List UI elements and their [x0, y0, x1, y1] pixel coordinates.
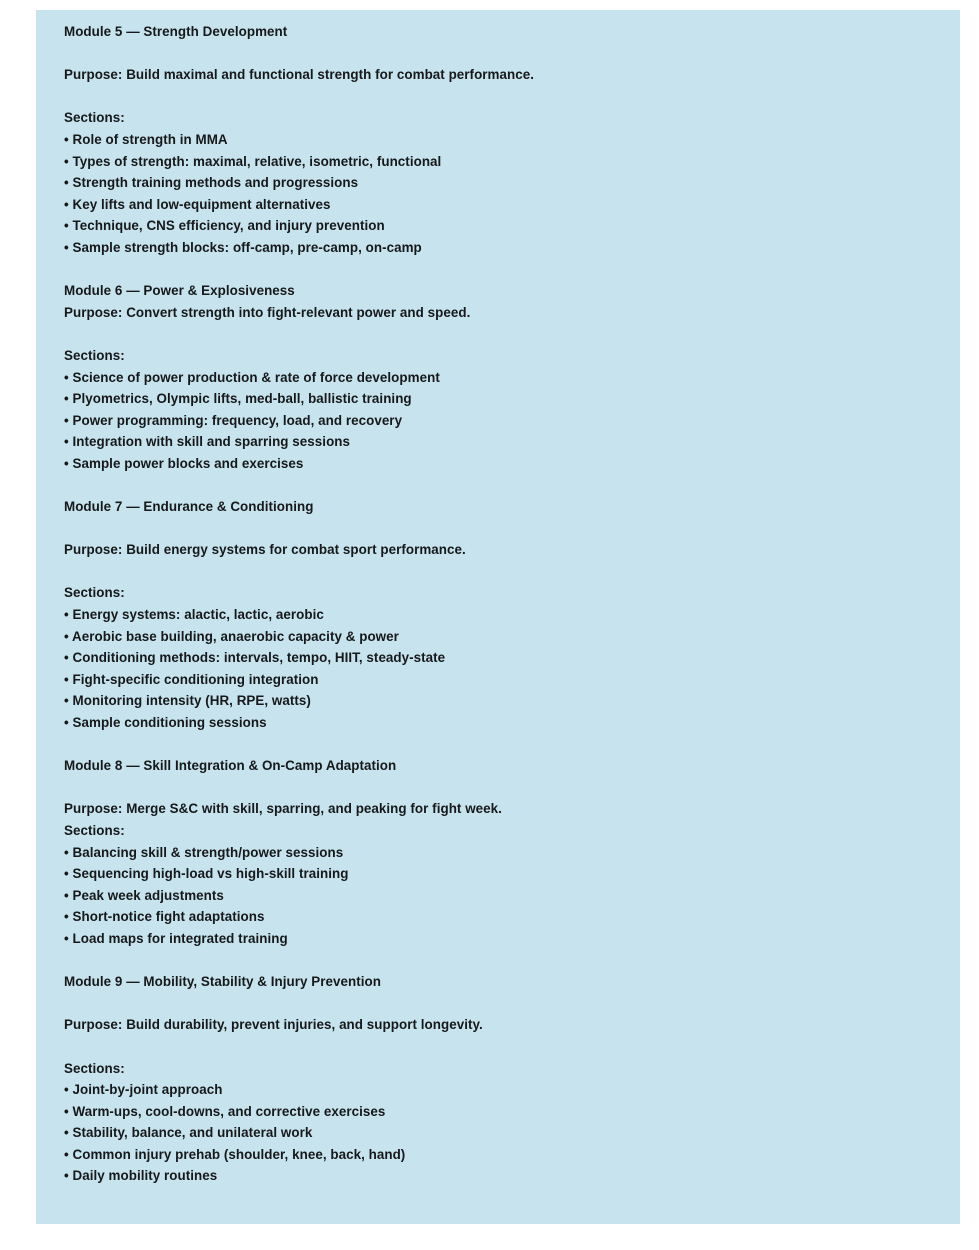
module-block [64, 21, 960, 280]
bullet-item: • Sample power blocks and exercises [64, 455, 304, 471]
bullet-item: • Integration with skill and sparring sessions [64, 434, 351, 450]
spacer-line [64, 950, 960, 972]
module-purpose: Purpose: Convert strength into fight-relevant power and speed. [64, 304, 471, 320]
bullet-item: • Power programming: frequency, load, and recovery [64, 412, 403, 428]
bullet-item: • Sequencing high-load vs high-skill training [64, 866, 349, 882]
bullet-item: • Balancing skill & strength/power sessions [64, 844, 344, 860]
bullet-item: • Short-notice fight adaptations [64, 909, 265, 925]
sections-label: Sections: [64, 347, 125, 363]
spacer-line [64, 518, 960, 540]
bullet-item: • Warm-ups, cool-downs, and corrective exercises [64, 1103, 386, 1119]
module-title: Module 5 — Strength Development [64, 24, 288, 39]
spacer-line [64, 1036, 960, 1058]
module-purpose: Purpose: Build maximal and functional strength for combat performance. [64, 67, 535, 83]
sections-label: Sections: [64, 585, 125, 601]
sections-label: Sections: [64, 1060, 125, 1076]
module-title: Module 7 — Endurance & Conditioning [64, 499, 314, 515]
bullet-item: • Sample conditioning sessions [64, 715, 267, 730]
bullet-item: • Stability, balance, and unilateral work [64, 1125, 313, 1141]
spacer-line [64, 43, 960, 65]
bullet-item: • Common injury prehab (shoulder, knee, back, hand) [64, 1146, 406, 1162]
bullet-item: • Daily mobility routines [64, 1168, 218, 1184]
bullet-item: • Role of strength in MMA [64, 131, 228, 147]
module-block [64, 496, 960, 755]
spacer-line [64, 86, 960, 108]
spacer-line [64, 323, 960, 345]
module-block [64, 280, 960, 496]
bullet-item: • Energy systems: alactic, lactic, aerobic [64, 607, 324, 623]
bullet-item: • Strength training methods and progressions [64, 175, 359, 191]
spacer-line [64, 259, 960, 281]
sections-label: Sections: [64, 822, 125, 838]
spacer-line [64, 777, 960, 799]
bullet-item: • Aerobic base building, anaerobic capacity & power [64, 628, 399, 644]
module-title: Module 9 — Mobility, Stability & Injury Prevention [64, 974, 381, 990]
bullet-item: • Key lifts and low-equipment alternatives [64, 196, 331, 212]
module-outline-body [64, 21, 960, 1187]
bullet-item: • Science of power production & rate of force development [64, 369, 440, 385]
sections-label: Sections: [64, 110, 125, 126]
module-purpose: Purpose: Build energy systems for combat sport performance. [64, 542, 466, 558]
bullet-item: • Fight-specific conditioning integration [64, 671, 319, 687]
module-block [64, 755, 960, 971]
module-block [64, 971, 960, 1187]
bullet-item: • Peak week adjustments [64, 887, 224, 903]
bullet-item: • Conditioning methods: intervals, tempo, HIIT, steady-state [64, 650, 446, 666]
bullet-item: • Monitoring intensity (HR, RPE, watts) [64, 693, 311, 709]
bullet-item: • Plyometrics, Olympic lifts, med-ball, ballistic training [64, 391, 412, 407]
bullet-item: • Types of strength: maximal, relative, isometric, functional [64, 153, 442, 169]
content-panel [36, 10, 960, 1224]
bullet-item: • Joint-by-joint approach [64, 1082, 223, 1098]
spacer-line [64, 993, 960, 1015]
module-title: Module 8 — Skill Integration & On-Camp Adaptation [64, 758, 397, 774]
bullet-item: • Sample strength blocks: off-camp, pre-camp, on-camp [64, 239, 422, 255]
spacer-line [64, 734, 960, 756]
module-title: Module 6 — Power & Explosiveness [64, 283, 295, 299]
spacer-line [64, 474, 960, 496]
bullet-item: • Technique, CNS efficiency, and injury prevention [64, 218, 385, 234]
module-purpose: Purpose: Build durability, prevent injuries, and support longevity. [64, 1017, 483, 1033]
module-purpose: Purpose: Merge S&C with skill, sparring, and peaking for fight week. [64, 801, 502, 817]
bullet-item: • Load maps for integrated training [64, 930, 288, 946]
spacer-line [64, 561, 960, 583]
